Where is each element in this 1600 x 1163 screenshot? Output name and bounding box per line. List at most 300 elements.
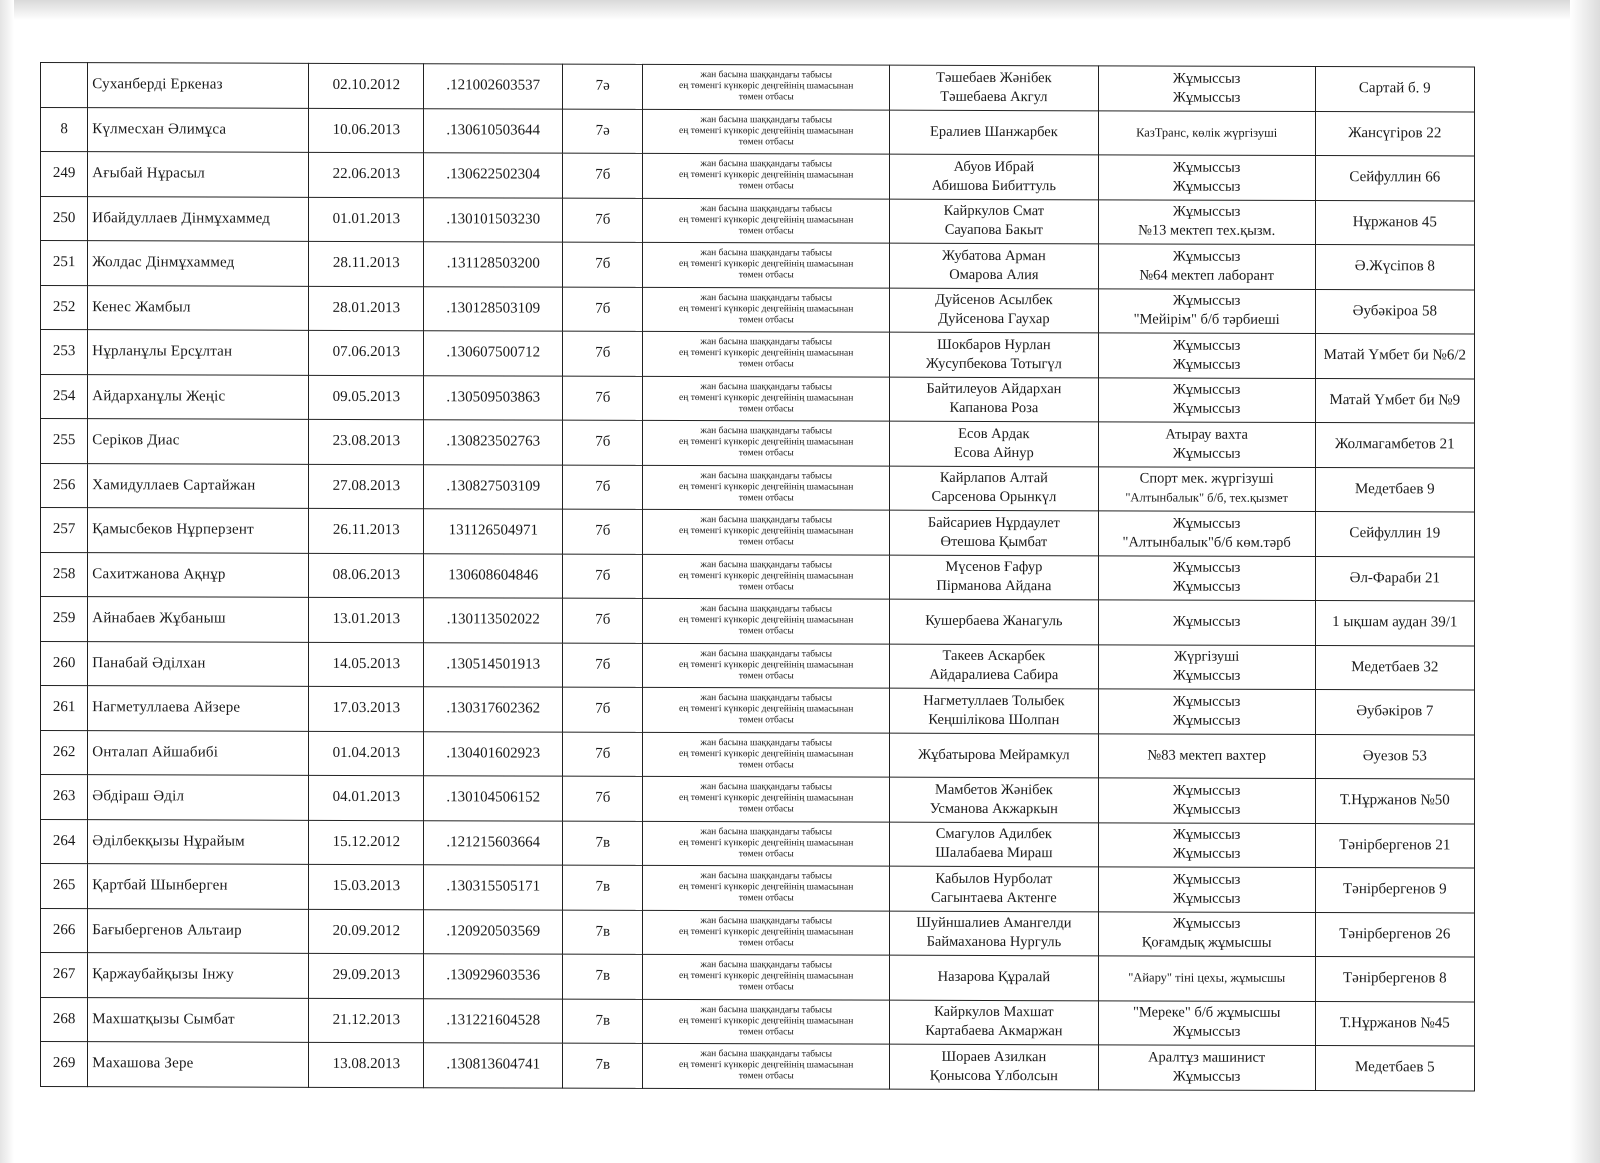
iin-number [424, 420, 563, 465]
student-name [88, 641, 309, 686]
birth-date-text: 02.10.2012 [332, 77, 401, 94]
iin-number-text: .130401602923 [446, 745, 541, 762]
row-number [41, 552, 88, 597]
parents-names-text: Картабаева Акмаржан [925, 1023, 1063, 1040]
iin-number-text: .130813604741 [446, 1056, 541, 1073]
home-address-text: Нұржанов 45 [1352, 213, 1437, 231]
birth-date [309, 464, 424, 509]
birth-date [309, 686, 424, 731]
family-status-text: ең төменгі күнкөріс деңгейінің шамасынан [679, 837, 854, 849]
class-grade [563, 287, 643, 332]
home-address [1315, 111, 1474, 156]
class-grade-text: 7б [595, 745, 611, 762]
family-status-text: жан басына шаққандағы табысы [700, 1004, 833, 1016]
family-status-text: жан басына шаққандағы табысы [700, 292, 833, 304]
birth-date-text: 09.05.2013 [332, 388, 401, 405]
family-status-text: ең төменгі күнкөріс деңгейінің шамасынан [679, 481, 854, 493]
parents-names-text: Сарсенова Орынкүл [931, 489, 1057, 506]
family-status [643, 776, 890, 821]
home-address-text: Ә.Жүсіпов 8 [1354, 258, 1435, 275]
parents-names-text: Жубатова Арман [942, 247, 1046, 264]
class-grade-text: 7б [595, 255, 611, 273]
student-name-text: Ибайдуллаев Дінмұхаммед [92, 209, 271, 227]
class-grade [563, 198, 643, 243]
student-name [88, 1042, 309, 1087]
parents-names [890, 199, 1099, 244]
parents-names-text: Дуйсенов Асылбек [935, 292, 1053, 309]
class-grade [563, 64, 643, 109]
family-status-text: ең төменгі күнкөріс деңгейінің шамасынан [679, 526, 854, 537]
parents-names [890, 377, 1099, 422]
parents-names [890, 644, 1099, 689]
family-status-text: жан басына шаққандағы табысы [700, 515, 833, 526]
parents-work [1098, 244, 1315, 289]
family-status-text: төмен отбасы [738, 581, 794, 593]
home-address-text: Әубәкіров 7 [1356, 703, 1434, 720]
home-address [1315, 467, 1474, 512]
family-status-text: жан басына шаққандағы табысы [700, 114, 833, 126]
family-status-text: ең төменгі күнкөріс деңгейінің шамасынан [679, 926, 854, 938]
birth-date [309, 508, 424, 553]
birth-date-text: 29.09.2013 [332, 967, 401, 984]
student-name-text: Серіков Диас [92, 432, 180, 449]
home-address [1315, 378, 1474, 423]
family-status-text: жан басына шаққандағы табысы [700, 693, 833, 704]
family-status [643, 865, 890, 910]
iin-number-text: .130823502763 [446, 433, 541, 450]
row-number [41, 107, 88, 152]
class-grade [563, 643, 643, 688]
parents-names-text: Байтилеуов Айдархан [926, 381, 1062, 398]
family-status-text: төмен отбасы [738, 759, 794, 771]
parents-work [1098, 511, 1315, 556]
parents-names [890, 65, 1099, 110]
row-number-text: 249 [52, 165, 76, 182]
iin-number [424, 598, 563, 643]
row-number [41, 152, 88, 197]
family-status-text: жан басына шаққандағы табысы [700, 960, 833, 971]
student-name-text: Сахитжанова Ақнұр [92, 565, 226, 583]
student-name-text: Кенес Жамбыл [92, 298, 191, 316]
family-status-text: жан басына шаққандағы табысы [700, 871, 833, 882]
family-status-text: ең төменгі күнкөріс деңгейінің шамасынан [679, 392, 854, 404]
parents-names-text: Кабылов Нурболат [935, 870, 1053, 887]
class-grade-text: 7в [595, 967, 611, 985]
table-row [41, 730, 1475, 779]
parents-names [890, 955, 1099, 1000]
parents-names-text: Шораев Азилкан [941, 1048, 1047, 1065]
parents-names-text: Мүсенов Ғафур [945, 559, 1043, 576]
row-number [41, 775, 88, 820]
row-number-text: 252 [52, 298, 76, 315]
family-status-text: жан басына шаққандағы табысы [700, 559, 833, 571]
parents-work-text: №64 мектеп лаборант [1139, 267, 1274, 284]
student-name-text: Қаржаубайқызы Інжу [92, 966, 234, 983]
birth-date [309, 820, 424, 865]
parents-work-text: Жұмыссыз [1172, 871, 1241, 888]
birth-date-text: 17.03.2013 [332, 700, 401, 717]
student-name [88, 241, 309, 286]
student-name-text: Ағыбай Нұрасыл [92, 165, 205, 182]
birth-date-text: 07.06.2013 [332, 344, 401, 361]
birth-date [309, 909, 424, 954]
birth-date-text: 08.06.2013 [332, 566, 401, 583]
table-row [41, 152, 1475, 201]
student-name-text: Суханберді Еркеназ [92, 76, 223, 93]
student-name-text: Нұрланұлы Ерсұлтан [92, 343, 233, 360]
iin-number-text: .121215603664 [446, 834, 541, 851]
student-name-text: Айдарханұлы Жеңіс [92, 387, 226, 405]
home-address [1315, 512, 1474, 557]
parents-names-text: Пірманова Айдана [936, 578, 1052, 595]
row-number [41, 908, 88, 953]
home-address-text: Т.Нұржанов №50 [1339, 792, 1450, 809]
family-status-text: жан басына шаққандағы табысы [700, 1049, 833, 1060]
row-number-text: 251 [52, 254, 76, 271]
family-status [643, 554, 890, 599]
home-address-text: Медетбаев 32 [1351, 658, 1439, 676]
family-status [643, 598, 890, 643]
class-grade-text: 7б [595, 611, 611, 629]
home-address [1315, 823, 1474, 868]
parents-work-text: Атырау вахта [1165, 426, 1248, 443]
table-row [41, 463, 1475, 512]
family-status-text: ең төменгі күнкөріс деңгейінің шамасынан [679, 303, 854, 315]
birth-date-text: 28.11.2013 [332, 255, 400, 272]
family-status-text: төмен отбасы [738, 92, 794, 103]
birth-date [309, 953, 424, 998]
iin-number-text: .130315505171 [446, 878, 541, 895]
row-number-text: 8 [60, 120, 68, 137]
parents-names [890, 599, 1099, 644]
parents-names [890, 822, 1099, 867]
family-status [643, 331, 890, 376]
birth-date-text: 28.01.2013 [332, 299, 401, 316]
row-number-text: 258 [52, 565, 76, 582]
parents-work [1098, 822, 1315, 867]
birth-date-text: 01.04.2013 [332, 744, 401, 761]
student-name-text: Махашова Зере [92, 1055, 194, 1072]
table-row [41, 508, 1475, 557]
row-number-text: 259 [52, 610, 76, 627]
family-status [643, 242, 890, 287]
birth-date [309, 864, 424, 909]
table-row [41, 107, 1475, 156]
family-status-text: жан басына шаққандағы табысы [700, 604, 833, 615]
table-row [41, 686, 1475, 735]
family-status-text: төмен отбасы [738, 403, 794, 415]
student-name-text: Махшатқызы Сымбат [92, 1010, 235, 1028]
iin-number [424, 242, 563, 287]
home-address-text: Сартай б. 9 [1358, 80, 1431, 97]
parents-work-text: Жұмыссыз [1172, 292, 1241, 310]
home-address [1315, 289, 1474, 334]
row-number-text: 267 [52, 966, 76, 983]
parents-work-text: Жұмыссыз [1172, 1023, 1241, 1041]
parents-work-text: Жұмыссыз [1172, 70, 1241, 87]
class-grade [563, 554, 643, 599]
class-grade-text: 7б [595, 344, 611, 362]
birth-date [309, 152, 424, 197]
family-status-text: ең төменгі күнкөріс деңгейінің шамасынан [679, 1060, 854, 1071]
birth-date [309, 998, 424, 1043]
parents-names-text: Абуов Ибрай [953, 158, 1035, 175]
family-status [643, 643, 890, 688]
family-status-text: жан басына шаққандағы табысы [700, 159, 833, 170]
iin-number-text: .130101503230 [446, 211, 541, 228]
parents-work [1098, 66, 1315, 111]
student-name-text: Айнабаев Жұбаныш [92, 610, 226, 627]
row-number [41, 864, 88, 909]
parents-names-text: Кайркулов Махшат [934, 1004, 1054, 1021]
row-number-text: 263 [52, 788, 76, 805]
student-name [88, 686, 309, 731]
class-grade [563, 999, 643, 1044]
parents-work-text: Жұмыссыз [1172, 1068, 1241, 1085]
parents-work [1098, 555, 1315, 600]
family-status-text: төмен отбасы [738, 670, 794, 682]
class-grade-text: 7б [595, 522, 611, 540]
iin-number-text: .130827503109 [446, 478, 541, 495]
parents-names-text: Назарова Құралай [937, 969, 1051, 986]
parents-names [890, 466, 1099, 511]
student-name [88, 997, 309, 1042]
document-sheet [40, 62, 1475, 1087]
class-grade-text: 7б [595, 433, 611, 451]
iin-number [424, 776, 563, 821]
parents-names [890, 243, 1099, 288]
birth-date-text: 04.01.2013 [332, 789, 401, 806]
parents-work [1098, 377, 1315, 422]
iin-number [424, 375, 563, 420]
class-grade-text: 7б [595, 700, 611, 718]
row-number-text: 253 [52, 343, 76, 360]
parents-work-text: Жұмыссыз [1172, 782, 1241, 799]
birth-date-text: 13.08.2013 [332, 1056, 401, 1073]
scan-edge-left [0, 0, 14, 1163]
parents-work [1098, 1045, 1315, 1090]
family-status-text: ең төменгі күнкөріс деңгейінің шамасынан [679, 348, 854, 359]
home-address [1315, 245, 1474, 290]
parents-work-text: Жұмыссыз [1172, 400, 1241, 418]
parents-work-text: Қоғамдық жұмысшы [1141, 934, 1272, 952]
student-name-text: Қамысбеков Нұрперзент [92, 521, 254, 538]
family-status-text: ең төменгі күнкөріс деңгейінің шамасынан [679, 615, 854, 626]
parents-work [1098, 333, 1315, 378]
parents-names-text: Дуйсенова Гаухар [938, 311, 1050, 328]
scan-edge-right [1570, 0, 1600, 1163]
row-number [41, 508, 88, 553]
student-name [88, 864, 309, 909]
parents-names-text: Кайрлапов Алтай [939, 470, 1048, 487]
iin-number [424, 509, 563, 554]
student-name [88, 597, 309, 642]
parents-work-text: КазТранс, көлік жүргізуші [1136, 125, 1278, 140]
parents-names [890, 154, 1099, 199]
parents-work [1098, 288, 1315, 333]
student-name-text: Әбдіраш Әділ [92, 788, 185, 805]
student-name-text: Онталап Айшабибі [92, 743, 219, 761]
parents-names [890, 510, 1099, 555]
family-status [643, 954, 890, 999]
parents-work-text: Жұмыссыз [1172, 693, 1241, 710]
parents-work-text: Жұмыссыз [1172, 826, 1241, 844]
student-name-text: Жолдас Дінмұхаммед [92, 254, 235, 271]
class-grade-text: 7ә [595, 77, 610, 95]
class-grade-text: 7в [595, 923, 611, 940]
birth-date [309, 553, 424, 598]
parents-names-text: Есов Ардак [958, 425, 1030, 442]
student-name [88, 552, 309, 597]
parents-names-text: Қонысова Үлболсын [929, 1067, 1058, 1084]
family-status [643, 732, 890, 777]
birth-date-text: 13.01.2013 [332, 611, 401, 628]
row-number [41, 597, 88, 642]
row-number [41, 1042, 88, 1087]
home-address [1315, 200, 1474, 245]
family-status-text: жан басына шаққандағы табысы [700, 248, 833, 259]
parents-names-text: Айдаралиева Сабира [929, 667, 1059, 684]
home-address [1315, 779, 1474, 824]
parents-work-text: Жұмыссыз [1172, 559, 1241, 577]
student-name-text: Әділбекқызы Нұрайым [92, 832, 245, 850]
birth-date-text: 27.08.2013 [332, 477, 401, 494]
parents-names-text: Абишова Бибиттуль [931, 177, 1056, 194]
parents-work-text: Спорт мек. жүргізуші [1139, 470, 1274, 488]
home-address [1315, 556, 1474, 601]
parents-work-text: "Алтынбалык"б/б көм.тәрб [1122, 534, 1291, 551]
birth-date [309, 419, 424, 464]
birth-date-text: 15.12.2012 [332, 833, 401, 850]
iin-number [424, 998, 563, 1043]
parents-names [890, 332, 1099, 377]
parents-work-text: Жұмыссыз [1172, 248, 1241, 265]
row-number [41, 241, 88, 286]
parents-names [890, 110, 1099, 155]
table-row [41, 552, 1475, 601]
family-status-text: төмен отбасы [738, 893, 794, 904]
class-grade-text: 7б [595, 166, 611, 184]
row-number-text: 254 [52, 387, 76, 404]
home-address [1315, 645, 1474, 690]
row-number [41, 463, 88, 508]
home-address [1315, 1046, 1474, 1091]
parents-work [1098, 778, 1315, 823]
family-status-text: жан басына шаққандағы табысы [700, 737, 833, 749]
parents-work-text: №83 мектеп вахтер [1147, 747, 1266, 764]
student-name [88, 285, 309, 330]
student-name-text: Күлмесхан Әлимұса [92, 120, 227, 138]
parents-names-text: Шалабаева Мираш [935, 845, 1053, 862]
row-number [41, 285, 88, 330]
birth-date-text: 14.05.2013 [332, 655, 401, 672]
family-status [643, 465, 890, 510]
parents-work-text: Жұмыссыз [1172, 89, 1241, 106]
class-grade [563, 153, 643, 198]
family-status-text: төмен отбасы [738, 626, 794, 637]
family-status [643, 376, 890, 421]
family-status [643, 198, 890, 243]
parents-names-text: Тәшебаев Жәнібек [936, 69, 1052, 86]
family-status-text: ең төменгі күнкөріс деңгейінің шамасынан [679, 704, 854, 715]
birth-date [309, 775, 424, 820]
iin-number-text: 131126504971 [448, 522, 539, 539]
parents-work-text: Жұмыссыз [1172, 203, 1241, 221]
parents-names-text: Сауапова Бакыт [944, 222, 1044, 239]
home-address [1315, 423, 1474, 468]
home-address-text: Әубәкіроа 58 [1352, 302, 1437, 320]
iin-number-text: .130104506152 [446, 789, 541, 806]
parents-work-text: №13 мектеп тех.қызм. [1138, 222, 1276, 240]
iin-number-text: 130608604846 [448, 567, 539, 584]
class-grade [563, 420, 643, 465]
parents-names [890, 688, 1099, 733]
family-status-text: жан басына шаққандағы табысы [700, 203, 833, 215]
home-address-text: Медетбаев 5 [1354, 1059, 1435, 1076]
class-grade-text: 7б [595, 211, 611, 228]
table-body [41, 63, 1475, 1091]
family-status-text: ең төменгі күнкөріс деңгейінің шамасынан [679, 170, 854, 181]
table-row [41, 63, 1475, 112]
parents-names-text: Кеңшілікова Шолпан [928, 711, 1060, 728]
home-address-text: Медетбаев 9 [1354, 480, 1435, 498]
family-status-text: жан басына шаққандағы табысы [700, 826, 833, 838]
parents-names-text: Кайркулов Смат [943, 203, 1045, 220]
parents-names [890, 733, 1099, 778]
iin-number-text: .130128503109 [446, 300, 541, 317]
parents-work-text: "Алтынбалык" б/б, тех.қызмет [1125, 490, 1289, 506]
parents-names-text: Нагметуллаев Толыбек [923, 692, 1065, 709]
family-status [643, 64, 890, 109]
birth-date [309, 108, 424, 153]
row-number [41, 330, 88, 375]
birth-date [309, 241, 424, 286]
family-status [643, 509, 890, 554]
family-status-text: төмен отбасы [738, 492, 794, 504]
parents-work [1098, 733, 1315, 778]
class-grade-text: 7в [595, 1012, 611, 1029]
student-name [88, 908, 309, 953]
table-row [41, 997, 1475, 1046]
row-number-text: 262 [52, 743, 76, 760]
iin-number [424, 553, 563, 598]
table-row [41, 953, 1475, 1002]
family-status-text: төмен отбасы [738, 225, 794, 237]
family-status-text: төмен отбасы [738, 359, 794, 370]
iin-number [424, 687, 563, 732]
family-status-text: ең төменгі күнкөріс деңгейінің шамасынан [679, 793, 854, 804]
class-grade-text: 7б [595, 389, 611, 406]
row-number-text: 269 [52, 1055, 76, 1072]
parents-names-text: Шокбаров Нурлан [937, 336, 1051, 353]
parents-names [890, 777, 1099, 822]
birth-date [309, 375, 424, 420]
row-number-text: 250 [52, 209, 76, 226]
parents-work-text: Жұмыссыз [1172, 515, 1241, 532]
table-row [41, 374, 1475, 423]
family-status-text: ең төменгі күнкөріс деңгейінің шамасынан [679, 659, 854, 671]
family-status-text: ең төменгі күнкөріс деңгейінің шамасынан [679, 971, 854, 982]
row-number-text: 268 [52, 1010, 76, 1027]
parents-work [1098, 911, 1315, 956]
parents-work-text: Жұмыссыз [1172, 712, 1241, 729]
birth-date [309, 286, 424, 331]
birth-date [309, 597, 424, 642]
iin-number [424, 153, 563, 198]
student-name [88, 508, 309, 553]
table-row [41, 241, 1475, 290]
parents-work [1098, 956, 1315, 1001]
